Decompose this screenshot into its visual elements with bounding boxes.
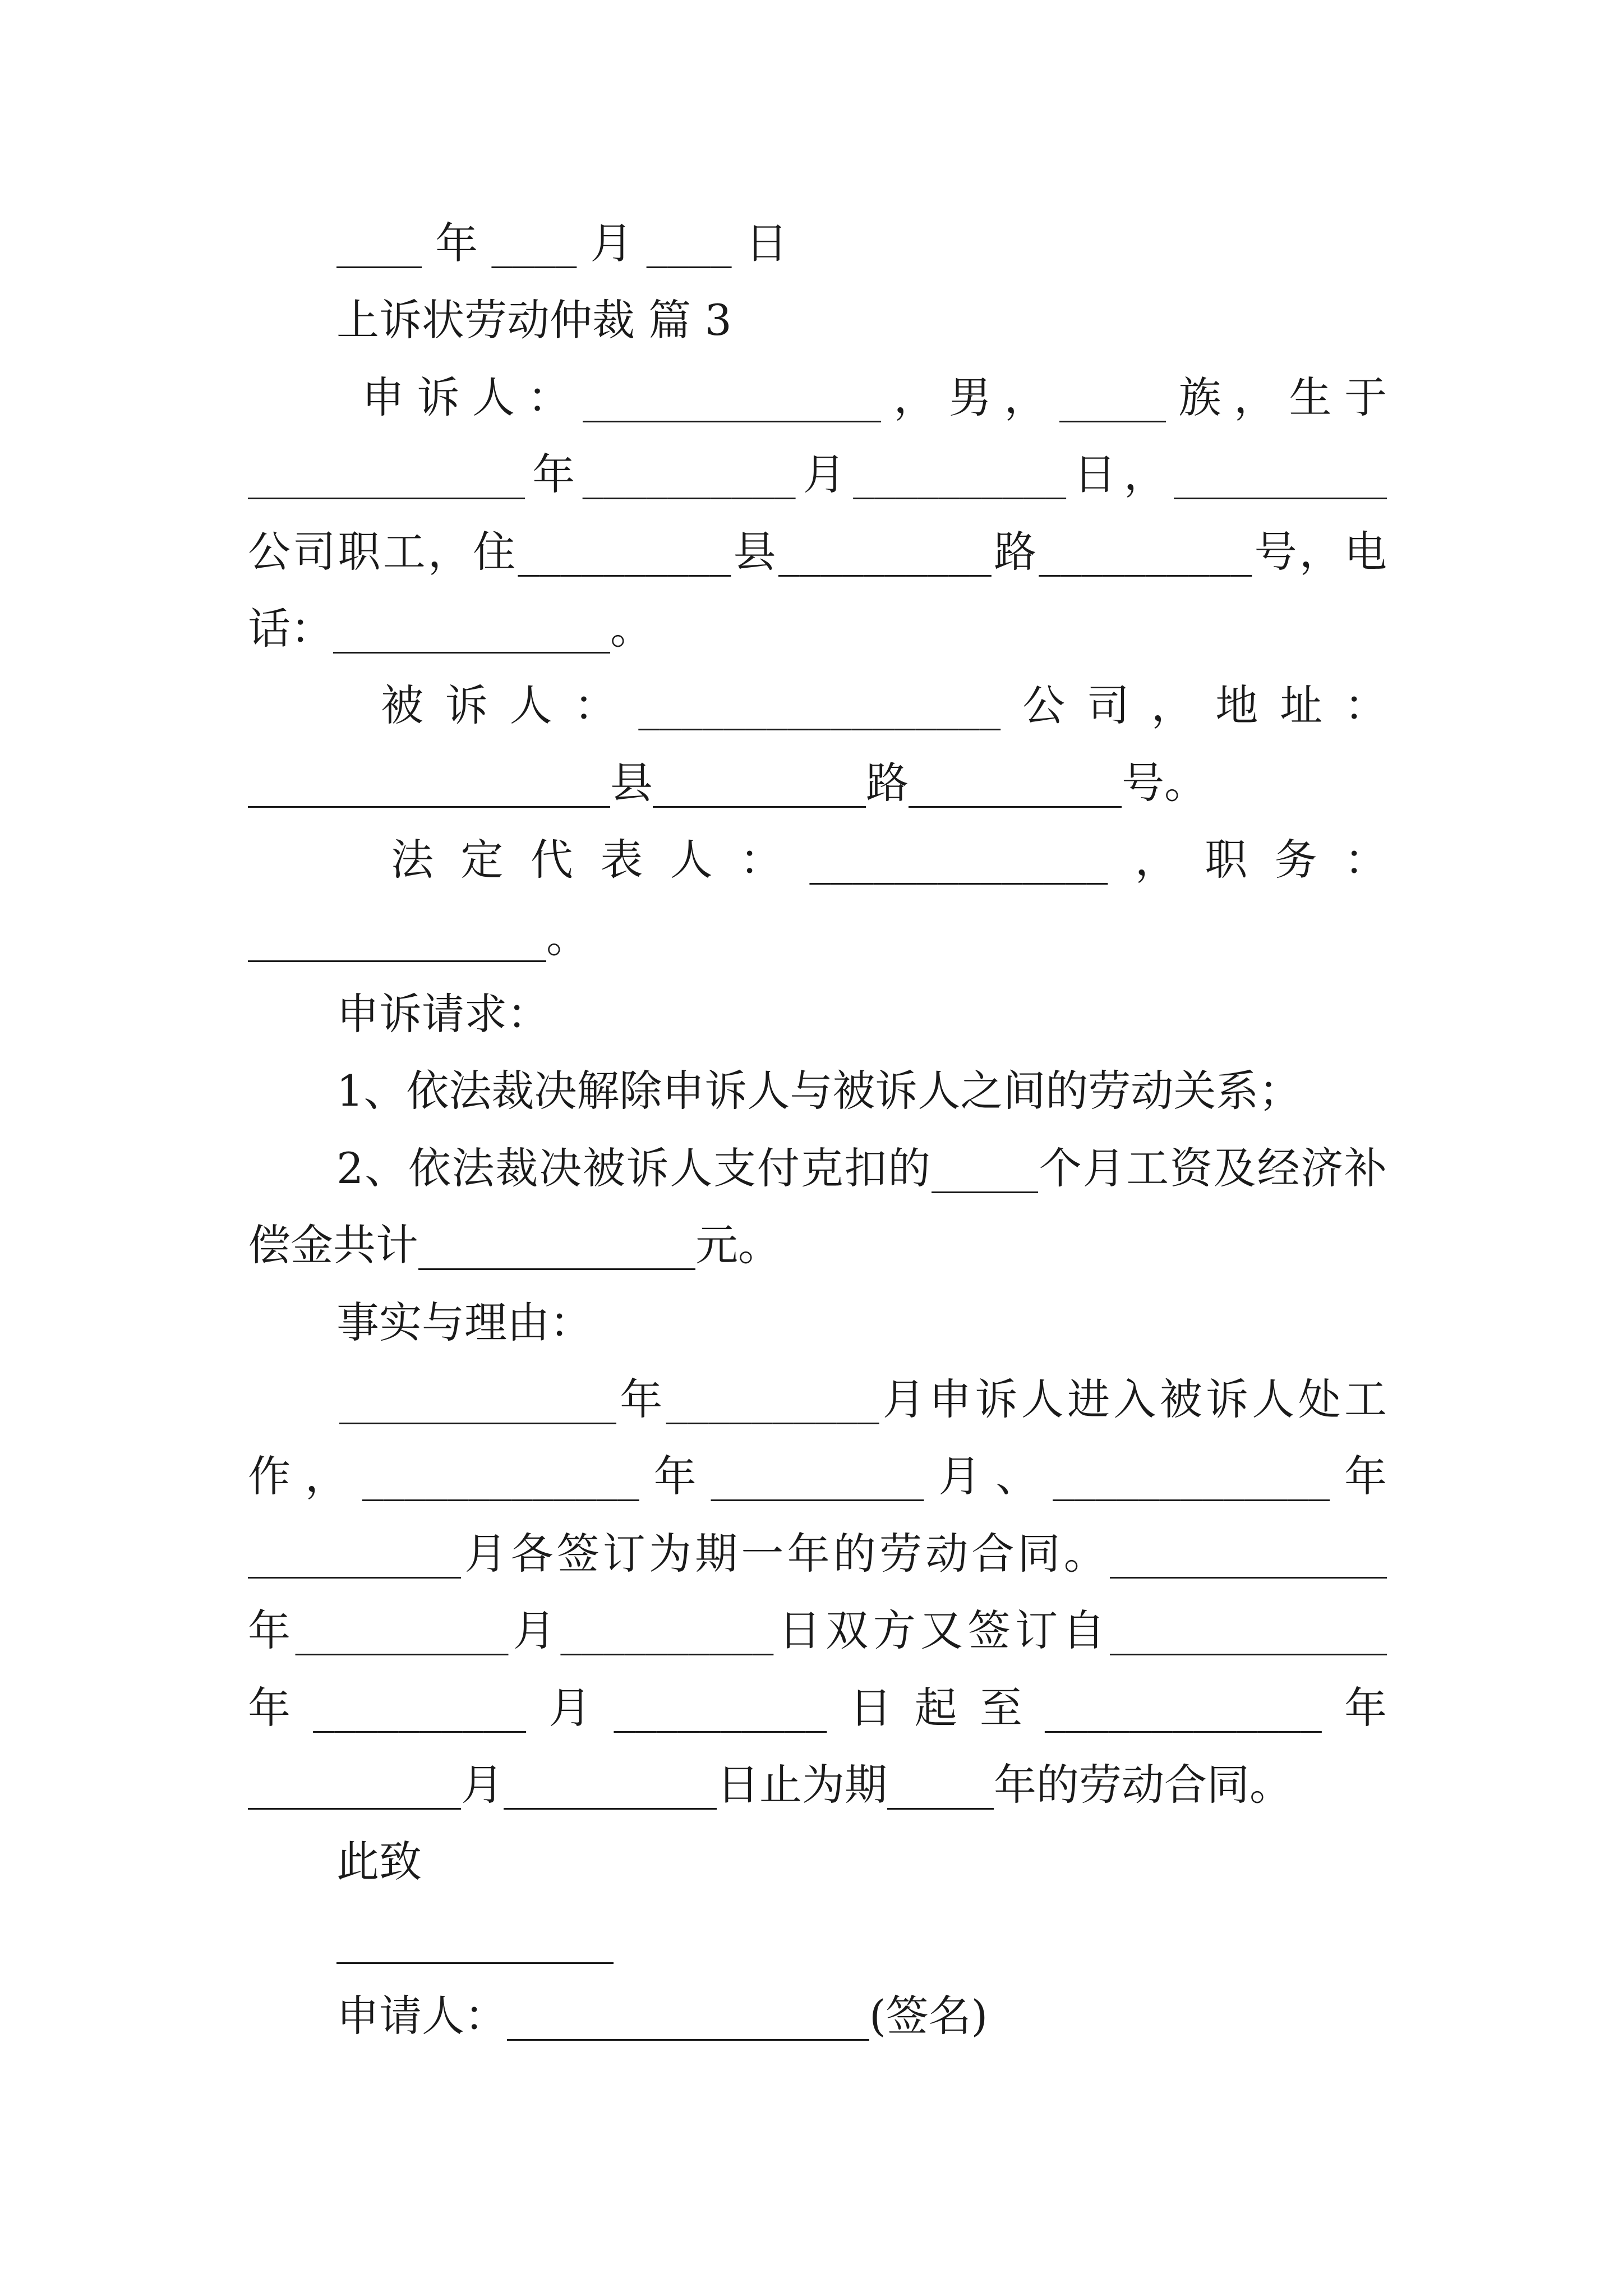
facts-line: 作，_____________年__________月、_____________年 <box>248 1451 1387 1501</box>
legal-representative-line: 法定代表人：______________，职务： <box>391 835 1387 885</box>
facts-line: 年__________月__________日起至_____________年 <box>248 1683 1387 1733</box>
facts-heading: 事实与理由： <box>336 1297 592 1347</box>
respondent-line: 被诉人：_________________公司，地址： <box>381 680 1387 730</box>
claims-heading: 申诉请求： <box>336 989 550 1039</box>
complainant-line: _____________年__________月__________日，__________ <box>248 449 1387 499</box>
facts-line: _____________年__________月申诉人进入被诉人处工 <box>339 1374 1387 1424</box>
claim-line: 2、依法裁决被诉人支付克扣的_____个月工资及经济补 <box>336 1143 1387 1193</box>
complainant-line: 公司职工，住__________县__________路__________号，电 <box>248 527 1387 577</box>
claim-line: 1、依法裁决解除申诉人与被诉人之间的劳动关系； <box>336 1066 1302 1116</box>
signature-line: 申请人：_________________(签名) <box>336 1991 988 2041</box>
complainant-line: 申诉人：______________，男，_____族，生于 <box>362 372 1387 422</box>
date-line: ____ 年 ____ 月 ____ 日 <box>336 218 788 268</box>
document-title: 上诉状劳动仲裁 篇 3 <box>336 295 732 345</box>
recipient-blank: _____________ <box>336 1914 614 1964</box>
closing-salutation: 此致 <box>336 1837 422 1887</box>
complainant-line: 话：_____________。 <box>248 604 653 654</box>
facts-line: __________月__________日止为期_____年的劳动合同。 <box>248 1760 1292 1810</box>
facts-line: __________月各签订为期一年的劳动合同。_____________ <box>248 1529 1387 1579</box>
claim-line: 偿金共计_____________元。 <box>248 1220 781 1270</box>
facts-line: 年__________月__________日双方又签订自_____________ <box>248 1605 1387 1655</box>
legal-representative-line: ______________。 <box>248 912 589 962</box>
respondent-line: _________________县__________路__________号。 <box>248 758 1207 808</box>
